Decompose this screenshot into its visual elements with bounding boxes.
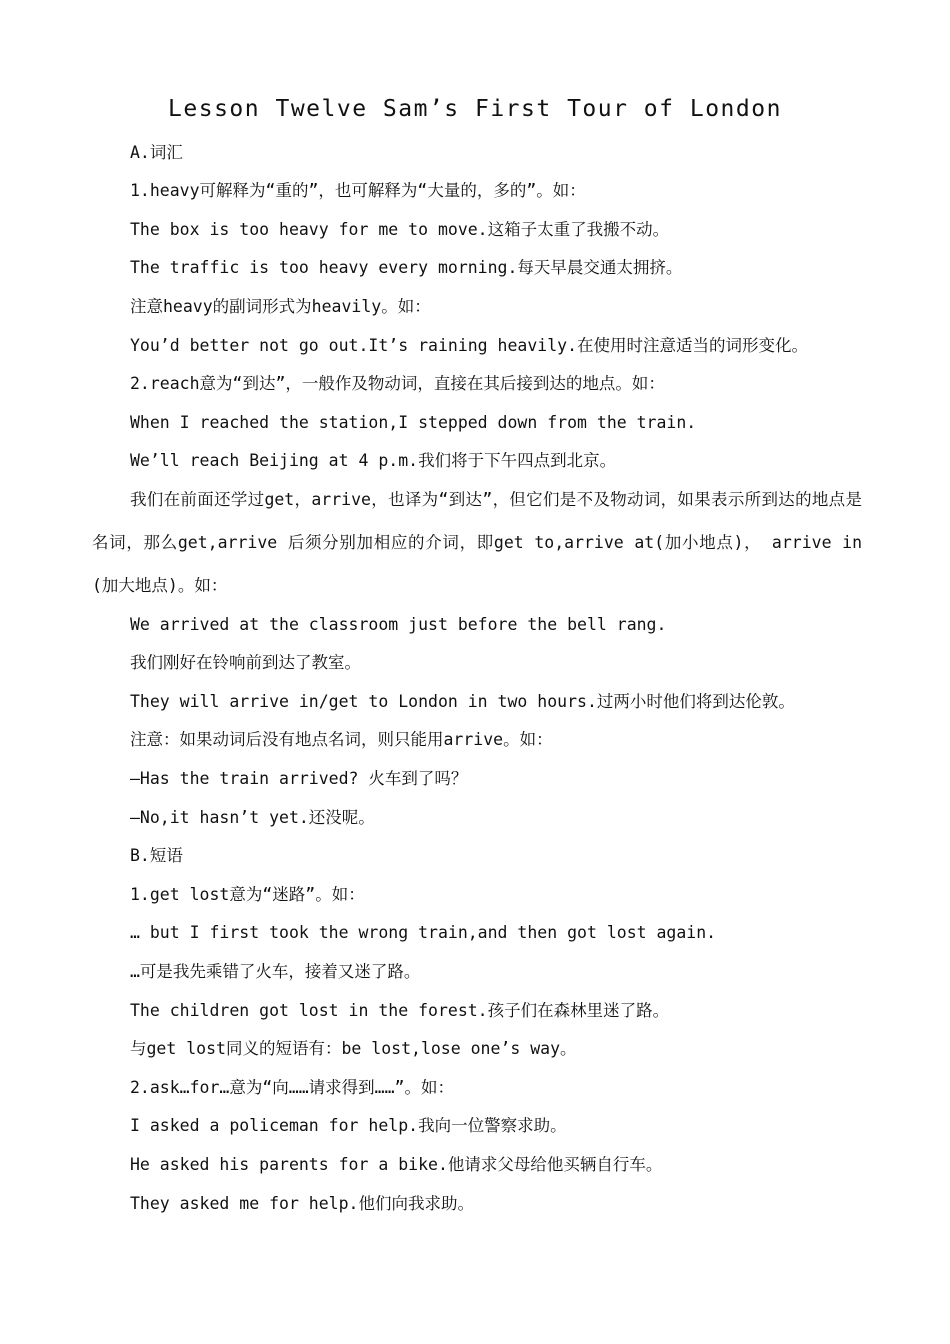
example-sentence: You’d better not go out.It’s raining heavily.在使用时注意适当的词形变化。 <box>130 336 809 355</box>
example-sentence: The traffic is too heavy every morning.每天早晨交通太拥挤。 <box>130 258 683 277</box>
note-line: 注意heavy的副词形式为heavily。如： <box>130 297 431 316</box>
section-b-heading: B.短语 <box>130 846 183 865</box>
example-sentence: He asked his parents for a bike.他请求父母给他买辆自行车。 <box>130 1155 663 1174</box>
vocab-reach-definition: 2.reach意为“到达”，一般作及物动词，直接在其后接到达的地点。如： <box>130 374 665 393</box>
dialogue-line: —Has the train arrived? 火车到了吗？ <box>130 769 468 788</box>
phrase-ask-for-definition: 2.ask…for…意为“向……请求得到……”。如： <box>130 1078 454 1097</box>
example-sentence: … but I first took the wrong train,and then got lost again. <box>130 923 717 942</box>
phrase-get-lost-definition: 1.get lost意为“迷路”。如： <box>130 885 365 904</box>
synonym-note: 与get lost同义的短语有：be lost,lose one’s way。 <box>130 1039 577 1058</box>
note-line: 注意：如果动词后没有地点名词，则只能用arrive。如： <box>130 730 553 749</box>
vocab-heavy-definition: 1.heavy可解释为“重的”，也可解释为“大量的，多的”。如： <box>130 181 586 200</box>
example-translation: 我们刚好在铃响前到达了教室。 <box>130 653 361 672</box>
example-sentence: The children got lost in the forest.孩子们在森林里迷了路。 <box>130 1001 670 1020</box>
explanation-paragraph: 我们在前面还学过get，arrive，也译为“到达”，但它们是不及物动词，如果表示所到达的地点是名词，那么get,arrive 后须分别加相应的介词，即get to,arrive at(加小地点)， arrive in (加大地点)。如： <box>92 490 862 595</box>
example-sentence: They asked me for help.他们向我求助。 <box>130 1194 474 1213</box>
example-sentence: When I reached the station,I stepped down from the train. <box>130 413 697 432</box>
example-sentence: The box is too heavy for me to move.这箱子太重了我搬不动。 <box>130 220 670 239</box>
section-a-heading: A.词汇 <box>130 143 183 162</box>
lesson-title: Lesson Twelve Sam’s First Tour of London <box>168 96 782 122</box>
example-translation: …可是我先乘错了火车，接着又迷了路。 <box>130 962 421 981</box>
example-sentence: We’ll reach Beijing at 4 p.m.我们将于下午四点到北京。 <box>130 451 617 470</box>
example-sentence: They will arrive in/get to London in two hours.过两小时他们将到达伦敦。 <box>130 692 795 711</box>
example-sentence: We arrived at the classroom just before the bell rang. <box>130 615 667 634</box>
example-sentence: I asked a policeman for help.我向一位警察求助。 <box>130 1116 567 1135</box>
dialogue-line: —No,it hasn’t yet.还没呢。 <box>130 808 375 827</box>
